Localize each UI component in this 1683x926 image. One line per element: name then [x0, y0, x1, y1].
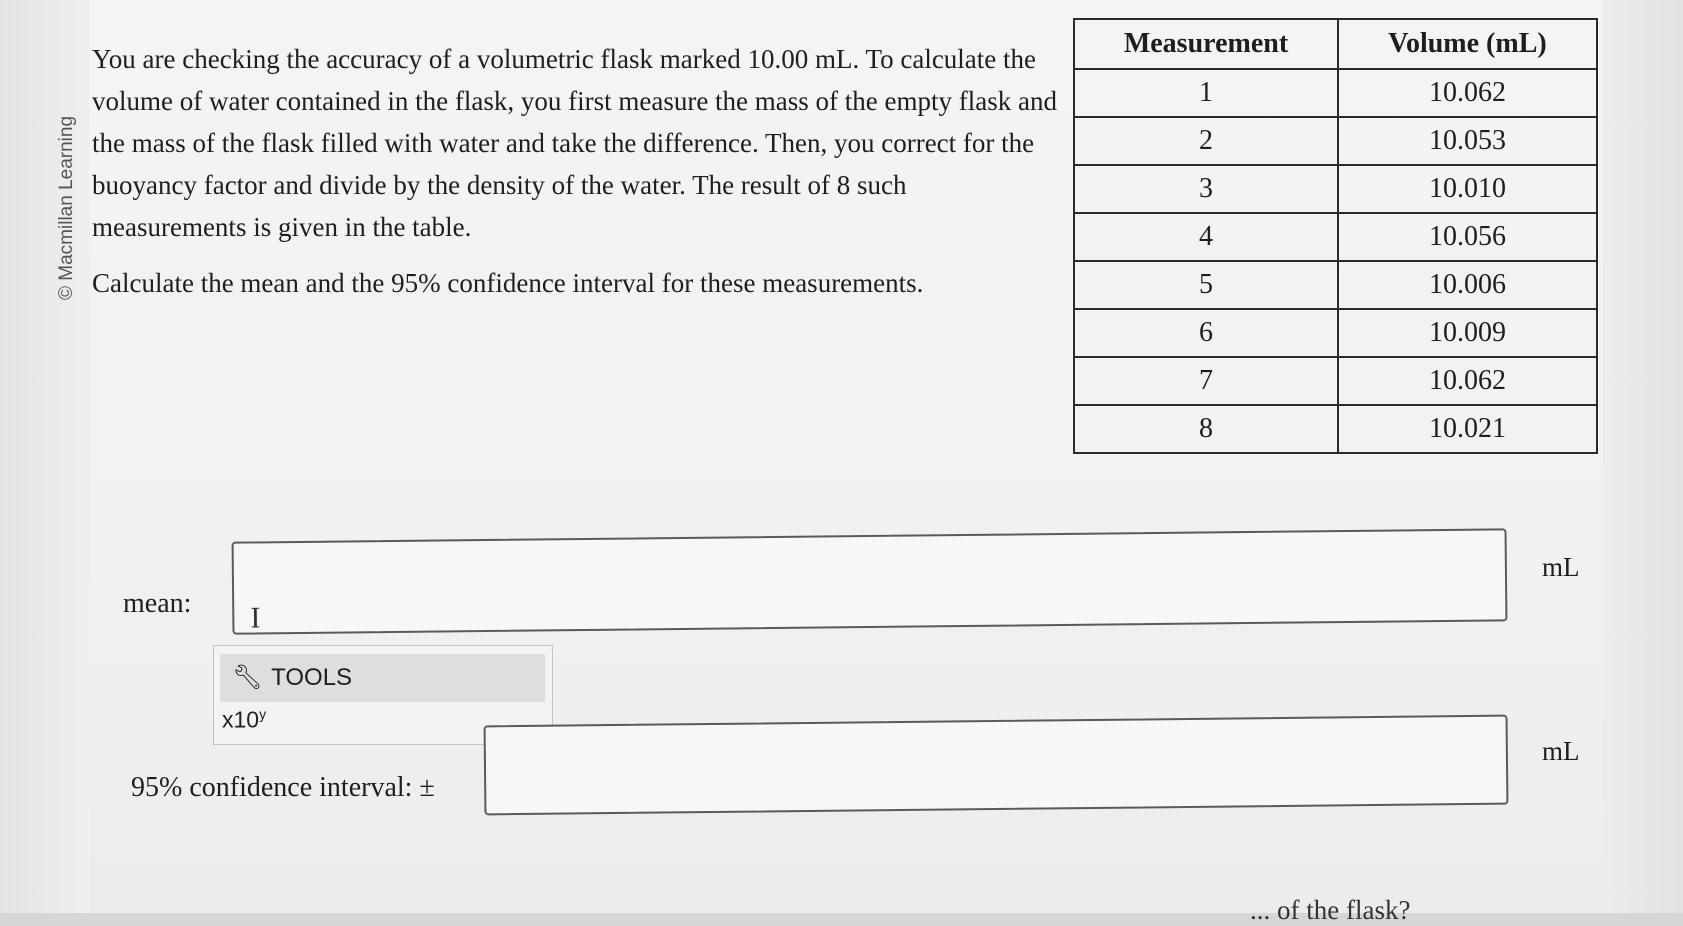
volume-cell: 10.062 — [1338, 357, 1597, 405]
table-row — [1074, 213, 1597, 261]
header-volume: Volume (mL) — [1338, 19, 1597, 69]
table-row — [1074, 405, 1597, 453]
measurement-table — [1073, 18, 1598, 454]
volume-cell: 10.053 — [1338, 117, 1597, 165]
volume-cell: 10.056 — [1338, 213, 1597, 261]
text-cursor-icon: Ι — [250, 601, 261, 635]
table-row — [1074, 165, 1597, 213]
table-row — [1074, 309, 1597, 357]
wrench-icon: 🔧︎ — [232, 664, 263, 691]
tools-button[interactable] — [220, 654, 545, 702]
table-row — [1074, 117, 1597, 165]
volume-cell: 10.062 — [1338, 69, 1597, 117]
measurement-cell: 6 — [1074, 309, 1338, 357]
mean-input[interactable] — [232, 528, 1508, 634]
sci-exponent: y — [259, 706, 267, 722]
mean-label: mean: — [123, 588, 192, 619]
volume-cell: 10.009 — [1338, 309, 1597, 357]
measurement-cell: 4 — [1074, 213, 1338, 261]
question-prompt: Calculate the mean and the 95% confidence interval for these measurements. — [92, 268, 924, 298]
table-row — [1074, 69, 1597, 117]
measurement-cell: 2 — [1074, 117, 1338, 165]
right-margin — [1603, 0, 1683, 913]
table-row — [1074, 357, 1597, 405]
question-text — [92, 38, 1062, 304]
sci-base: x10 — [222, 706, 260, 733]
measurement-cell: 7 — [1074, 357, 1338, 405]
table-row — [1074, 261, 1597, 309]
measurement-cell: 1 — [1074, 69, 1338, 117]
measurement-cell: 3 — [1074, 165, 1338, 213]
confidence-interval-input[interactable] — [484, 715, 1509, 816]
volume-cell: 10.010 — [1338, 165, 1597, 213]
volume-cell: 10.021 — [1338, 405, 1597, 453]
confidence-interval-unit: mL — [1542, 736, 1580, 766]
copyright-credit: © Macmillan Learning — [56, 115, 77, 300]
header-measurement: Measurement — [1074, 19, 1338, 69]
mean-unit: mL — [1542, 552, 1580, 582]
next-question-peek: ... of the flask? — [1250, 895, 1411, 925]
table-header-row — [1074, 19, 1597, 69]
scientific-notation-button[interactable] — [222, 706, 266, 734]
question-body: You are checking the accuracy of a volumetric flask marked 10.00 mL. To calculate the volume of water contained in the flask, you first measure the mass of the empty flask and the mass of the flask filled with water and take the difference. Then, you correct for the buoyancy factor and divide by the density of the water. The result of 8 such measurements is given in the table. — [92, 44, 1057, 242]
volume-cell: 10.006 — [1338, 261, 1597, 309]
measurement-cell: 8 — [1074, 405, 1338, 453]
confidence-interval-label: 95% confidence interval: ± — [131, 772, 435, 803]
tools-label: TOOLS — [271, 664, 353, 691]
measurement-cell: 5 — [1074, 261, 1338, 309]
